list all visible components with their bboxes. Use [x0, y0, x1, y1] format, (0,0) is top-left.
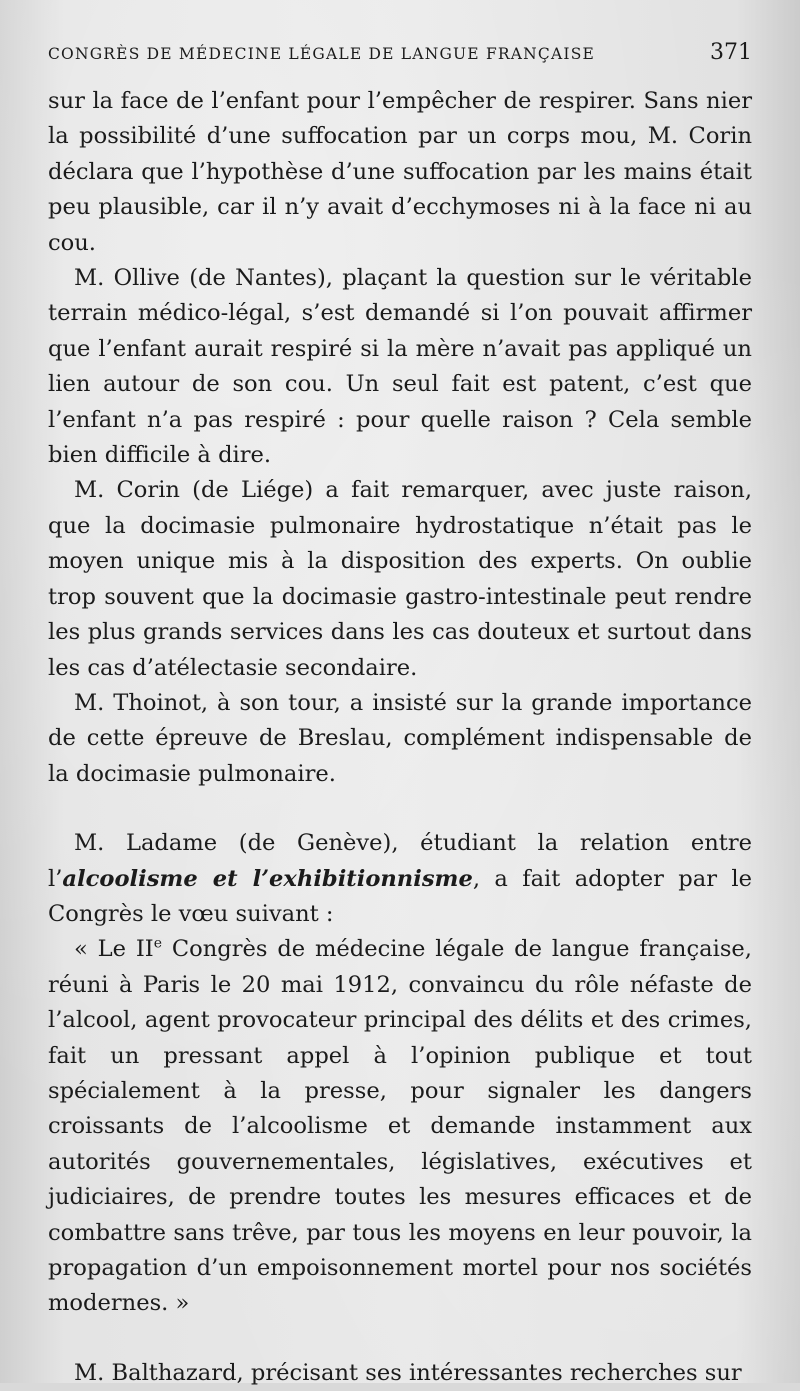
- paragraph-balthazard: M. Balthazard, précisant ses intéressantes recherches sur: [74, 1359, 742, 1386]
- paragraph-corin: M. Corin (de Liége) a fait remarquer, avec juste raison, que la docimasie pulmonaire hydrostatique n’était pas le moyen unique mis à la disposition des experts. On oublie trop souvent que la docimasie gastro-intestinale peut rendre les plus grands services dans les cas douteux et surtout dans les cas d’atélectasie secondaire.: [48, 477, 752, 681]
- ladame-emphasis: alcoolisme et l’exhibitionnisme: [62, 865, 473, 892]
- paragraph-voeu: [48, 932, 752, 1321]
- section-gap: [48, 1322, 752, 1356]
- voeu-text-start: « Le II: [74, 936, 154, 963]
- paragraph-ladame: [48, 826, 752, 932]
- voeu-superscript: e: [153, 935, 162, 952]
- paragraph-ollive: M. Ollive (de Nantes), plaçant la question sur le véritable terrain médico-légal, s’est demandé si l’on pouvait affirmer que l’enfant aurait respiré si la mère n’avait pas appliqué un lien autour de son cou. Un seul fait est patent, c’est que l’enfant n’a pas respiré : pour quelle raison ? Cela semble bien difficile à dire.: [48, 265, 752, 469]
- section-gap: [48, 792, 752, 826]
- body-text: [48, 84, 752, 1391]
- ladame-text-start: M. Ladame (de Genève), étudiant la relation entre l’: [48, 830, 752, 892]
- paragraph-continuation: sur la face de l’enfant pour l’empêcher de respirer. Sans nier la possibilité d’une suffocation par un corps mou, M. Corin déclara que l’hypothèse d’une suffocation par les mains était peu plausible, car il n’y avait d’ecchymoses ni à la face ni au cou.: [48, 88, 752, 256]
- ladame-text-end: , a fait adopter par le Congrès le vœu suivant :: [48, 865, 753, 927]
- page-number: 371: [710, 40, 752, 65]
- running-head: [48, 40, 752, 76]
- running-title: CONGRÈS DE MÉDECINE LÉGALE DE LANGUE FRANÇAISE: [48, 45, 596, 63]
- voeu-text-end: Congrès de médecine légale de langue française, réuni à Paris le 20 mai 1912, convaincu du rôle néfaste de l’alcool, agent provocateur principal des délits et des crimes, fait un pressant appel à l’opinion publique et tout spécialement à la presse, pour signaler les dangers croissants de l’alcoolisme et demande instamment aux autorités gouvernementales, législatives, exécutives et judiciaires, de prendre toutes les mesures efficaces et de combattre sans trêve, par tous les moyens en leur pouvoir, la propagation d’un empoisonnement mortel pour nos sociétés modernes. »: [48, 936, 752, 1317]
- paragraph-thoinot: M. Thoinot, à son tour, a insisté sur la grande importance de cette épreuve de Breslau, complément indispensable de la docimasie pulmonaire.: [48, 689, 752, 787]
